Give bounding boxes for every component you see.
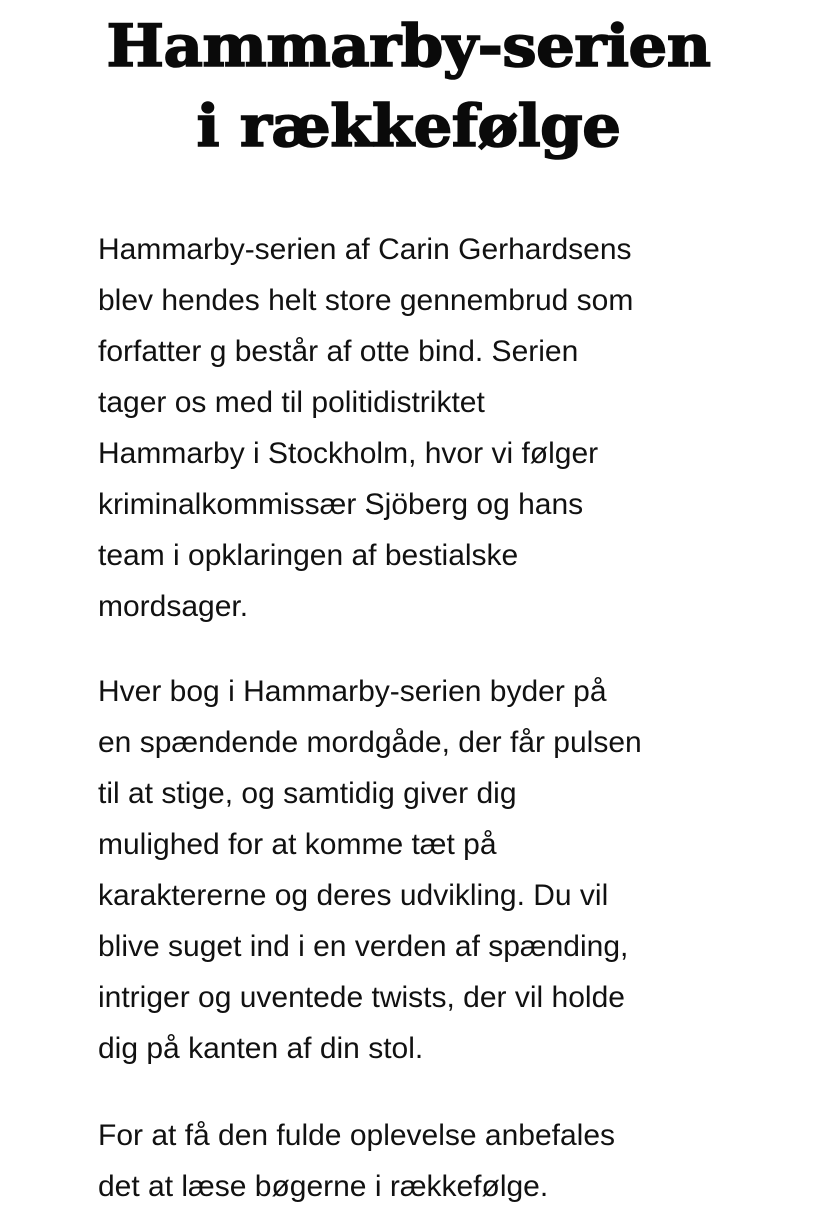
paragraph-line: dig på kanten af din stol. — [98, 1032, 424, 1065]
paragraph-line: kriminalkommissær Sjöberg og hans — [98, 488, 584, 521]
description-paragraph — [98, 666, 778, 1074]
paragraph-line: team i opklaringen af bestialske — [98, 539, 519, 572]
recommendation-paragraph — [98, 1110, 778, 1212]
paragraph-line: For at få den fulde oplevelse anbefales — [98, 1119, 616, 1152]
paragraph-line: karaktererne og deres udvikling. Du vil — [98, 879, 609, 912]
paragraph-line: blive suget ind i en verden af spænding, — [98, 930, 629, 963]
paragraph-line: tager os med til politidistriktet — [98, 386, 485, 419]
page-title — [0, 6, 817, 166]
intro-paragraph — [98, 224, 778, 632]
paragraph-line: en spændende mordgåde, der får pulsen — [98, 726, 642, 759]
paragraph-line: det at læse bøgerne i rækkefølge. — [98, 1170, 549, 1203]
paragraph-line: intriger og uventede twists, der vil holde — [98, 981, 625, 1014]
paragraph-line: Hammarby i Stockholm, hvor vi følger — [98, 437, 599, 470]
paragraph-line: Hver bog i Hammarby-serien byder på — [98, 675, 607, 708]
paragraph-line: blev hendes helt store gennembrud som — [98, 284, 634, 317]
page-title-line-2: i rækkefølge — [196, 92, 621, 160]
paragraph-line: mulighed for at komme tæt på — [98, 828, 497, 861]
paragraph-line: forfatter g består af otte bind. Serien — [98, 335, 579, 368]
paragraph-line: til at stige, og samtidig giver dig — [98, 777, 517, 810]
paragraph-line: mordsager. — [98, 590, 249, 623]
page-title-line-1: Hammarby-serien — [106, 12, 711, 80]
paragraph-line: Hammarby-serien af Carin Gerhardsens — [98, 233, 632, 266]
